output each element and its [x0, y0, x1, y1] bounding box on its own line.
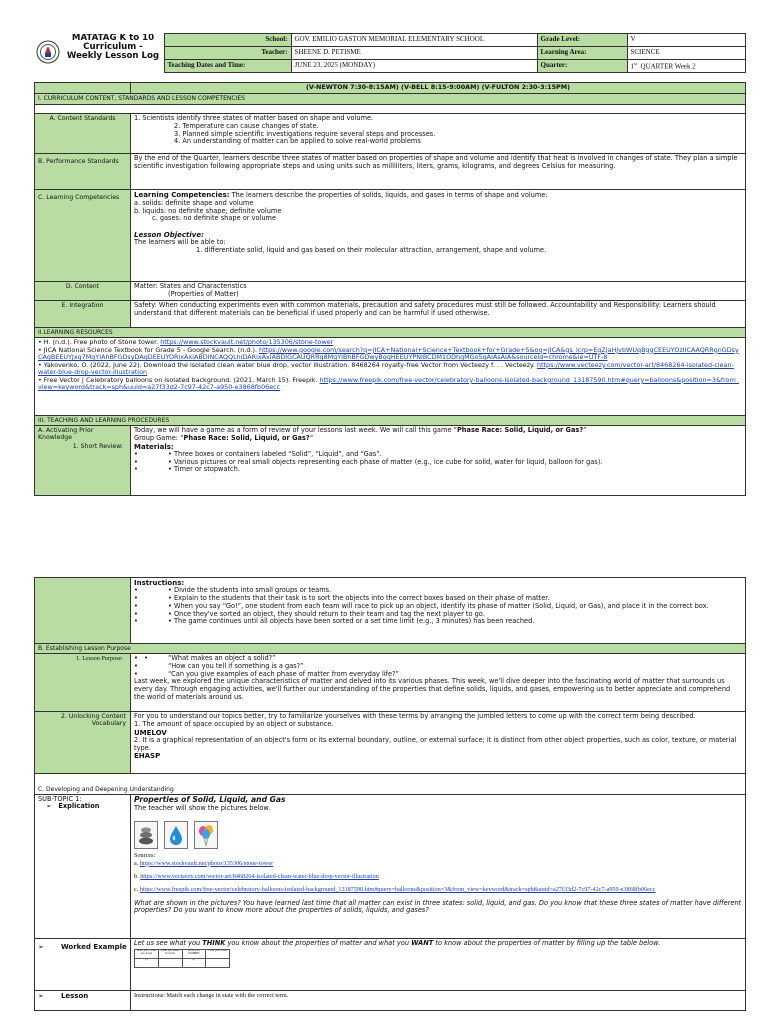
school-label: School: — [164, 34, 291, 47]
section-1-title: I. CURRICULUM CONTENT, STANDARDS AND LESSON COMPETENCIES — [35, 94, 746, 105]
header-table — [34, 33, 746, 73]
comp-item-b: b. liquids: no definite shape; definite volume — [134, 206, 282, 215]
page2-table — [34, 577, 746, 1011]
worked-example-label: ➢ Worked Example — [38, 942, 127, 951]
cs-item-4: 4. An understanding of matter can be applied to solve real-world problems — [174, 137, 421, 146]
worked-example-label-cell — [35, 938, 131, 990]
purpose-paragraph: Last week, we explored the unique characteristics of matter and delved into its various phases. This week, we'll dive deeper into the fascinating world of matter that surrounds us every day. Through engaging activities, we'll further our understanding of the properties that define solids, liquids, and gases, empowering us to better appreciate and comprehend the world of materials around us. — [134, 677, 731, 701]
resource-3-link[interactable]: https://www.vecteezy.com/vector-art/8468264-isolated-clean-water-blue-drop-vector-illustration — [38, 360, 734, 377]
review-intro: Today, we will have a game as a form of review of your lessons last week. We will call this game “ — [134, 426, 457, 435]
content-text — [131, 282, 746, 301]
school-value: GOV. EMILIO GASTON MEMORIAL ELEMENTARY SCHOOL — [291, 34, 537, 47]
kwl-header-3: What you LEARNED — [182, 950, 206, 959]
vocab-word-1: UMELOV — [134, 728, 167, 737]
lesson-purpose-text: • • “What makes an object a solid?” • “How can you tell if something is a gas?” • “Can you give examples of each phase of matter from everyday life?” Last week, we explored the unique characteristics of matter and delved into its various phases. This week, we'll dive deeper into the fascinating world of matter that surrounds us every day. Through engaging activities, we'll further our understanding of the properties that define solids, liquids, and gases, empowering us to better appreciate and comprehend the world of materials around us. — [131, 654, 746, 712]
activating-label — [35, 426, 131, 496]
competencies-intro: The learners describe the properties of solids, liquids, and gases in terms of shape and volume: — [229, 191, 548, 199]
material-2: • Various pictures or real small objects representing each phase of matter (e.g., ice cube for solid, water for liquid, balloon for gas). — [168, 457, 603, 466]
source-a-link[interactable]: https://www.stockvault.net/photo/135306/stone-tower — [139, 859, 274, 867]
grade-value: V — [627, 34, 745, 47]
dates-value: JUNE 23, 2025 (MONDAY) — [291, 60, 537, 73]
resource-1: • H. (n.d.). Free photo of Stone tower. https://www.stockvault.net/photo/135306/stone-tower — [38, 338, 334, 347]
short-review-label: 1. Short Review: — [72, 442, 123, 450]
review-game-name: Phase Race: Solid, Liquid, or Gas? — [456, 426, 584, 435]
resource-1-link[interactable]: https://www.stockvault.net/photo/135306/stone-tower — [160, 338, 334, 347]
schedule-blank — [35, 83, 131, 94]
kwl-header-2: What you WANT to know — [158, 950, 182, 959]
materials-heading: Materials: — [134, 442, 174, 451]
instructions-text: Instructions: • • Divide the students into small groups or teams. • • Explain to the students that their task is to sort the objects into the correct boxes based on their phase of matter. • • When you say “Go!”, one student from each team will race to pick up an object, identify its phase of matter (Solid, Liquid, or Gas), and place it in the correct box. • • Once they've sorted an object, they should return to their team and tag the next player to go. • • The game continues until all objects have been sorted or a set time limit (e.g., 3 minutes) has been reached. — [131, 578, 746, 644]
content-standards-text — [131, 114, 746, 154]
vocabulary-label: 2. Unlocking Content Vocabulary — [35, 712, 131, 774]
resources-list — [35, 338, 746, 416]
content-label: D. Content — [35, 282, 131, 301]
explication-label: ➢ Explication — [46, 802, 100, 811]
integration-label: E. Integration — [35, 301, 131, 328]
competencies-heading: Learning Competencies: — [134, 191, 230, 199]
lesson-purpose-label: 1. Lesson Purpose: — [76, 655, 123, 663]
instruction-1: • Divide the students into small groups or teams. — [168, 586, 332, 595]
area-label: Learning Area: — [537, 47, 627, 60]
material-1: • Three boxes or containers labeled “Solid”, “Liquid”, and “Gas”. — [168, 449, 382, 458]
lesson-activity-text: Instructions: Match each change in state with the correct term. — [131, 990, 746, 1010]
quarter-number: 1 — [630, 62, 634, 71]
purpose-question-3: “Can you give examples of each phase of matter from everyday life?” — [168, 669, 399, 678]
vocab-item-2: 2. It is a graphical representation of an object's form or its external boundary, outline, or external surface; it is distinct from other object properties, such as color, texture, or material type. — [134, 735, 737, 752]
subtopic-label: SUB-TOPIC 1: — [38, 794, 82, 803]
purpose-question-1: “What makes an object a solid?” — [168, 654, 276, 663]
cs-item-1: 1. Scientists identify three states of matter based on shape and volume. — [134, 114, 374, 122]
kwl-cell-1: (i) — [135, 959, 159, 968]
resource-2: • JICA National Science Textbook for Grade 5 - Google Search. (n.d.). https://www.google.com/search?q=JICA+National+Science+Textbook+for+Grade+5&oq=JICA&gs_lcrp=EgZjaHJvbWUqBggCEEUYOzIICAAQRRgnGDsyCAgBEEUYJxg7MgYIAhBFGDsyDAgDEEUYORixAxiABDINCAQQLhiDARixAxiABDIGCAUQRRg8MgYIBhBFGDwyBggHEEUYPNIBCDM1ODhqMGo5qAIAsAIA&sourceid=chrome&ie=UTF-8 — [38, 345, 739, 362]
source-b-link[interactable]: https://www.vecteezy.com/vector-art/8468264-isolated-clean-water-blue-drop-vector-illustration — [140, 873, 379, 880]
kwl-cell-2 — [158, 959, 182, 968]
competencies-text — [131, 190, 746, 282]
schedule-text: (V-NEWTON 7:30-8:15AM) (V-BELL 8:15-9:00AM) (V-FULTON 2:30-3:15PM) — [131, 83, 746, 94]
competencies-label: C. Learning Competencies — [35, 190, 131, 282]
quarter-label: Quarter: — [537, 60, 627, 73]
performance-standards-text: By the end of the Quarter, learners describe three states of matter based on properties of shape and volume and identify that heat is involved in changes of state. They plan a simple scientific investigation following appropriate steps and using units such as milliliters, liters, grams, kilograms, and degrees Celsius for measuring. — [131, 154, 746, 190]
content-line-1: Matter: States and Characteristics — [134, 282, 247, 290]
material-3: • Timer or stopwatch. — [168, 465, 240, 474]
doc-title-line-3: Weekly Lesson Log — [66, 50, 160, 61]
purpose-question-2: “How can you tell if something is a gas?” — [168, 661, 304, 670]
kwl-table — [134, 949, 230, 968]
objective-item: 1. differentiate solid, liquid and gas based on their molecular attraction, arrangement, shape and volume. — [196, 246, 547, 255]
developing-title: C. Developing and Deepening Understanding — [35, 785, 746, 795]
doc-title-line-1: MATATAG K to 10 — [71, 33, 155, 43]
kwl-cell-3: (i) — [182, 959, 206, 968]
objective-intro: The learners will be able to: — [134, 238, 226, 247]
section-3-title: III. TEACHING AND LEARNING PROCEDURES — [35, 416, 746, 426]
source-a: a. https://www.stockvault.net/photo/135306/stone-tower — [134, 859, 274, 867]
content-standards-label: A. Content Standards — [35, 114, 131, 154]
source-c: c. https://www.freepik.com/free-vector/celebratory-balloons-isolated-background_13187590.htm#query=balloons&position=3&from_view=keyword&track=sph&uuid=a27f33d2-7c97-42c7-a950-e3868fb06ecc — [134, 886, 656, 894]
teacher-value: SHEENE D. PETISME — [291, 47, 537, 60]
stone-tower-icon — [134, 821, 158, 849]
cs-item-3: 3. Planned simple scientific investigations require several steps and processes. — [174, 129, 436, 138]
subtopic-title: Properties of Solid, Liquid, and Gas — [134, 794, 286, 804]
section-2-title: II.LEARNING RESOURCES — [35, 328, 746, 338]
integration-text: Safety: When conducting experiments even with common materials, precaution and safety procedures must still be followed. Accountability and Responsibility: Learners should understand that different materials can be beneficial if used properly and can be harmful if used otherwise. — [131, 301, 746, 328]
explication-text — [131, 794, 746, 938]
source-c-link[interactable]: https://www.freepik.com/free-vector/celebratory-balloons-isolated-background_13187590.htm#query=balloons&position=3&from_view=keyword&track=sph&uuid=a27f33d2-7c97-42c7-a950-e3868fb06ecc — [139, 886, 656, 894]
lesson-activity-label-cell — [35, 990, 131, 1010]
activating-label-text: A. Activating Prior Knowledge — [38, 427, 94, 442]
worked-example-instructions: Let us see what you THINK you know about the properties of matter and what you WANT to know about the properties of matter by filling up the table below. — [134, 938, 661, 947]
vocab-intro: For you to understand our topics better, try to familiarize yourselves with these terms by arranging the jumbled letters to come up with the correct term being described. — [134, 712, 696, 721]
instructions-label-cell — [35, 578, 131, 644]
quarter-suffix: st — [634, 61, 638, 66]
instructions-heading: Instructions: — [134, 579, 185, 587]
group-game-label: Group Game: “ — [134, 433, 184, 442]
grade-label: Grade Level: — [537, 34, 627, 47]
quarter-value — [627, 60, 745, 73]
deped-seal-icon — [36, 40, 60, 64]
vocab-item-1: 1. The amount of space occupied by an object or substance. — [134, 719, 334, 728]
area-value: SCIENCE — [627, 47, 745, 60]
vocabulary-text — [131, 712, 746, 774]
performance-standards-label: B. Performance Standards — [35, 154, 131, 190]
sources-label: Sources: — [134, 852, 156, 860]
water-drop-icon — [164, 821, 188, 849]
establishing-title: B. Establishing Lesson Purpose — [35, 644, 746, 654]
explication-question: What are shown in the pictures? You have learned last time that all matter can exist in three states: solid, liquid, and gas. Do you know that these three states of matter have different properties? Do you want to know more about the properties of solids, liquids, and gases? — [134, 898, 742, 915]
pictures-row — [134, 821, 742, 849]
quarter-week: QUARTER Week 2 — [640, 62, 696, 71]
logo-title-cell — [34, 34, 164, 73]
comp-item-a: a. solids: definite shape and volume — [134, 198, 254, 207]
explication-label-cell — [35, 794, 131, 938]
lesson-purpose-label-cell — [35, 654, 131, 712]
show-pictures-text: The teacher will show the pictures below. — [134, 803, 271, 812]
lesson-activity-label: ➢ Lesson — [38, 991, 89, 1000]
content-line-2: (Properties of Matter) — [168, 289, 239, 298]
resource-4: • Free Vector | Celebratory balloons on isolated background. (2021, March 15). Freepik. https://www.freepik.com/free-vector/celebratory-balloons-isolated-background_13187590.htm#query=balloons&position=3&from_view=keyword&track=sph&uuid=a27f33d2-7c97-42c7-a950-e3868fb06ecc — [38, 375, 739, 392]
instruction-3: • When you say “Go!”, one student from each team will race to pick up an object, identify its phase of matter (Solid, Liquid, or Gas), and place it in the correct box. — [168, 601, 709, 610]
doc-title-line-2: Curriculum - — [83, 41, 143, 52]
cs-item-2: 2. Temperature can cause changes of state. — [174, 121, 319, 130]
instruction-2: • Explain to the students that their task is to sort the objects into the correct boxes based on their phase of matter. — [168, 594, 550, 603]
comp-item-c: c. gases: no definite shape or volume — [152, 214, 277, 223]
balloons-icon — [194, 821, 218, 849]
page1-table — [34, 82, 746, 496]
instruction-5: • The game continues until all objects have been sorted or a set time limit (e.g., 3 minutes) has been reached. — [168, 617, 535, 626]
instruction-4: • Once they've sorted an object, they should return to their team and tag the next player to go. — [168, 609, 485, 618]
kwl-cell-4 — [206, 959, 230, 968]
vocab-word-2: EHASP — [134, 752, 161, 761]
resource-3: • Yakovenko, O. (2022, June 22). Download the isolated clean water blue drop, vector illustration. 8468264 royalty-free Vector from Vecteezy f. . . Vecteezy. https://www.vecteezy.com/vector-art/8468264-isolated-clean-water-blue-drop-vector-illustration — [38, 360, 734, 377]
resource-4-link[interactable]: https://www.freepik.com/free-vector/celebratory-balloons-isolated-background_13187590.htm#query=balloons&position=3&from_view=keyword&track=sph&uuid=a27f33d2-7c97-42c7-a950-e3868fb06ecc — [38, 375, 739, 392]
worked-example-text — [131, 938, 746, 990]
kwl-header-4: HOW you know — [206, 950, 230, 959]
activating-text: Today, we will have a game as a form of review of your lessons last week. We will call this game “Phase Race: Solid, Liquid, or Gas?” Group Game: “Phase Race: Solid, Liquid, or Gas?” Materials: • • Three boxes or containers labeled “Solid”, “Liquid”, and “Gas”. • • Various pictures or real small objects representing each phase of matter (e.g., ice cube for solid, water for liquid, balloon for gas). • • Timer or stopwatch. — [131, 426, 746, 496]
source-b: b. https://www.vecteezy.com/vector-art/8468264-isolated-clean-water-blue-drop-vector-illustration — [134, 873, 379, 880]
resource-2-link[interactable]: https://www.google.com/search?q=JICA+National+Science+Textbook+for+Grade+5&oq=JICA&gs_lcrp=EgZjaHJvbWUqBggCEEUYOzIICAAQRRgnGDsyCAgBEEUYJxg7MgYIAhBFGDsyDAgDEEUYORixAxiABDINCAQQLhiDARixAxiABDIGCAUQRRg8MgYIBhBFGDwyBggHEEUYPNIBCDM1ODhqMGo5qAIAsAIA&sourceid=chrome&ie=UTF-8 — [38, 345, 739, 362]
objective-heading: Lesson Objective: — [134, 231, 204, 240]
teacher-label: Teacher: — [164, 47, 291, 60]
dates-label: Teaching Dates and Time: — [164, 60, 291, 73]
group-game-name: Phase Race: Solid, Liquid, or Gas? — [183, 433, 310, 442]
kwl-header-1: What you THINK you know — [135, 950, 159, 959]
